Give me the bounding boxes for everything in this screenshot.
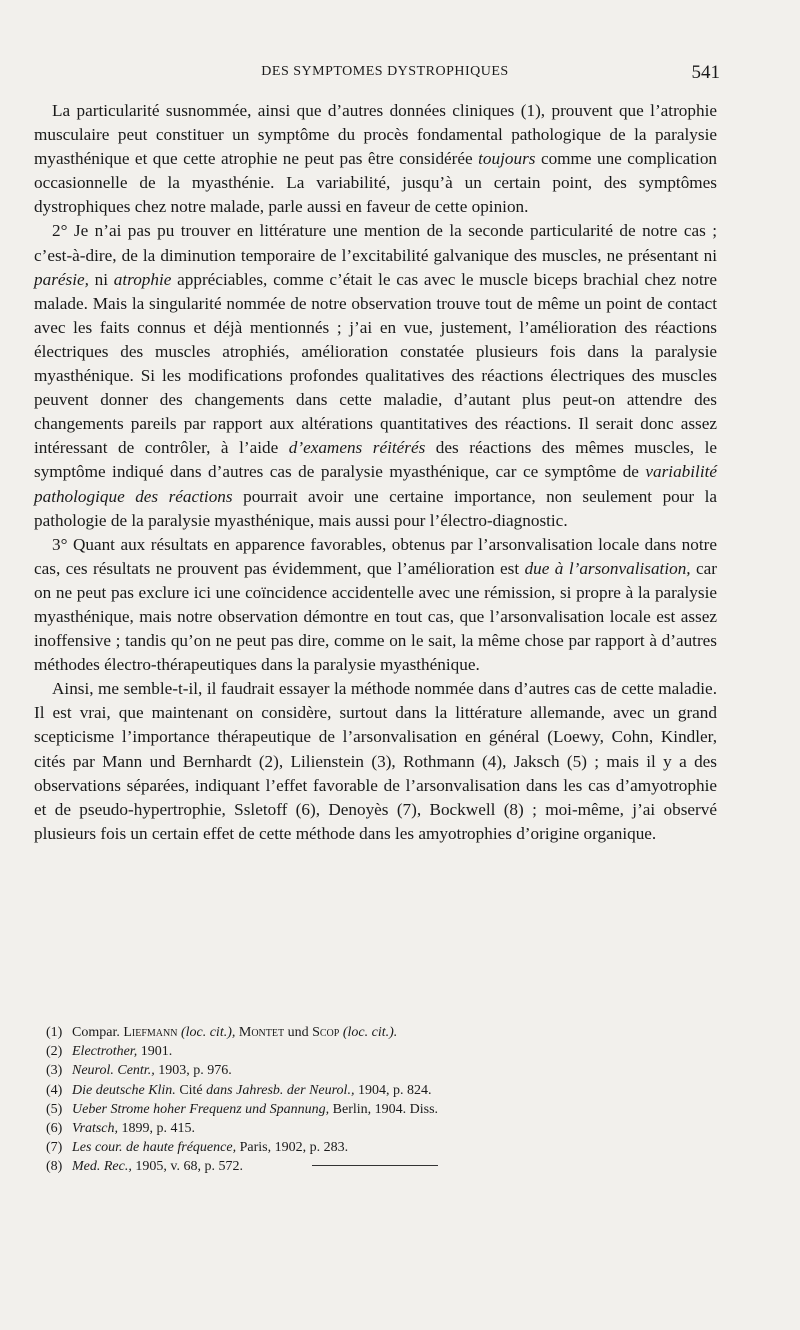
paragraph-1: La particularité susnommée, ainsi que d’autres données cliniques (1), prouvent que l’atrophie musculaire peut constituer un symptôme du procès fondamental pathologique de la paralysie myasthénique et que cette atrophie ne peut pas être considérée toujours comme une complication occasionnelle de la myasthénie. La variabilité, jusqu’à un certain point, des symptômes dystrophiques chez notre malade, parle aussi en faveur de cette opinion. xyxy=(34,101,718,217)
paragraph-2: 2° Je n’ai pas pu trouver en littérature une mention de la seconde particularité de notre cas ; c’est-à-dire, de la diminution temporaire de l’excitabilité galvanique des muscles, ne présentant ni parésie, ni atrophie appréciables, comme c’était le cas avec le muscle biceps brachial chez notre malade. Mais la singularité nommée de notre observation trouve tout de même un point de contact avec les faits connus et déjà mentionnés ; j’ai en vue, justement, l’amélioration des réactions électriques des muscles atrophiés, amélioration constatée plusieurs fois dans la paralysie myasthénique. Si les modifications profondes qualitatives des réactions électriques des muscles peuvent donner des changements dans cette maladie, d’autant plus peut-on attendre des changements pareils par rapport aux altérations quantitatives des réactions. Il serait donc assez intéressant de contrôler, à l’aide d’examens réitérés des réactions des mêmes muscles, le symptôme indiqué dans d’autres cas de paralysie myasthénique, car ce symptôme de variabilité pathologique des réactions pourrait avoir une certaine importance, non seulement pour la pathologie de la paralysie myasthénique, mais aussi pour l’électro-diagnostic. xyxy=(34,221,718,530)
page-number: 541 xyxy=(691,62,720,83)
footnote-2: (2) Electrother, 1901. xyxy=(46,1044,173,1060)
paragraph-3: 3° Quant aux résultats en apparence favorables, obtenus par l’arsonvalisation locale dans notre cas, ces résultats ne prouvent pas évidemment, que l’amélioration est due à l’arsonvalisation, car on ne peut pas exclure ici une coïncidence accidentelle avec une rémission, si propre à la paralysie myasthénique, mais notre observation démontre en tout cas, que l’arsonvalisation locale est assez inoffensive ; tandis qu’on ne peut pas dire, comme on le sait, la même chose par rapport à d’autres méthodes électro-thérapeutiques dans la paralysie myasthénique. xyxy=(34,534,718,675)
footnote-3: (3) Neurol. Centr., 1903, p. 976. xyxy=(46,1063,232,1079)
footnote-4: (4) Die deutsche Klin. Cité dans Jahresb. der Neurol., 1904, p. 824. xyxy=(46,1082,432,1098)
footnote-6: (6) Vratsch, 1899, p. 415. xyxy=(46,1121,196,1137)
footnotes xyxy=(46,1023,646,1177)
body-text xyxy=(34,99,717,846)
footnote-5: (5) Ueber Strome hoher Frequenz und Spannung, Berlin, 1904. Diss. xyxy=(46,1101,439,1117)
footnote-1: (1) Compar. Liefmann (loc. cit.), Montet und Scop (loc. cit.). xyxy=(46,1025,398,1040)
running-head xyxy=(50,62,720,84)
footnote-7: (7) Les cour. de haute fréquence, Paris, 1902, p. 283. xyxy=(46,1140,349,1156)
running-title: DES SYMPTOMES DYSTROPHIQUES xyxy=(261,64,509,79)
section-divider xyxy=(312,1165,438,1166)
paragraph-4: Ainsi, me semble-t-il, il faudrait essayer la méthode nommée dans d’autres cas de cette maladie. Il est vrai, que maintenant on considère, surtout dans la littérature allemande, avec un grand scepticisme l’importance thérapeutique de l’arsonvalisation en général (Loewy, Cohn, Kindler, cités par Mann und Bernhardt (2), Lilienstein (3), Rothmann (4), Jaksch (5) ; mais il y a des observations séparées, indiquant l’effet favorable de l’arsonvalisation dans les cas d’amyotrophie et de pseudo-hypertrophie, Ssletoff (6), Denoyès (7), Bockwell (8) ; moi-même, j’ai observé plusieurs fois un certain effet de cette méthode dans les amyotrophies d’origine organique. xyxy=(34,679,717,843)
footnote-8: (8) Med. Rec., 1905, v. 68, p. 572. xyxy=(46,1159,243,1175)
